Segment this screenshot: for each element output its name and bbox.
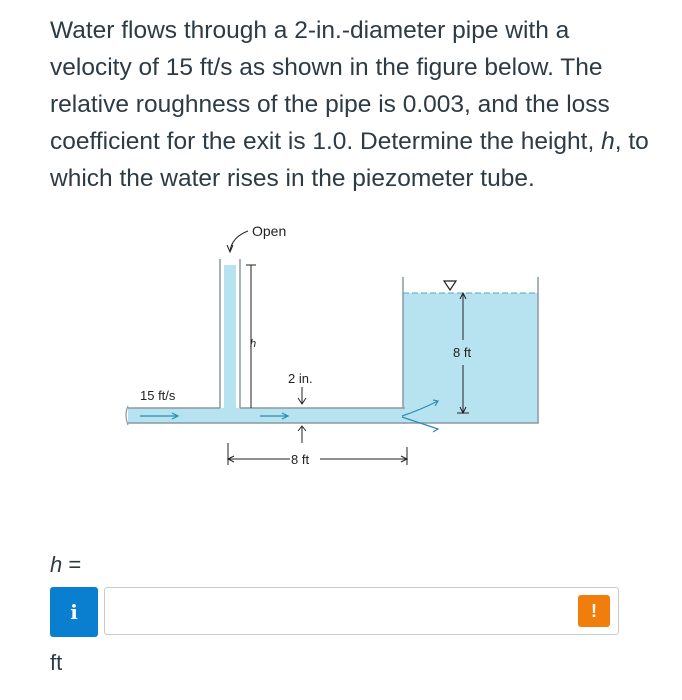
open-label: Open xyxy=(252,223,287,239)
pipe-inlet-break xyxy=(126,406,128,425)
answer-input[interactable] xyxy=(104,587,619,635)
question-variable: h xyxy=(601,128,615,155)
answer-label xyxy=(50,552,81,578)
diameter-arrow-icon xyxy=(298,387,306,404)
depth-label: 8 ft xyxy=(453,345,472,360)
info-button[interactable] xyxy=(50,587,98,637)
unit-label: ft xyxy=(50,650,63,675)
question-part-1: Water flows through a 2-in.-diameter pipe with a velocity of 15 ft/s as shown in the figure below. The relative roughness of the pipe is 0.003, and the loss coefficient for the exit is 1.0. Determine the height, xyxy=(50,17,610,155)
question-part-2: , to which the water rises in the piezometer tube. xyxy=(50,128,649,192)
info-icon: i xyxy=(70,600,78,624)
warning-icon: ! xyxy=(591,600,597,621)
question-text xyxy=(50,12,650,197)
free-surface-icon xyxy=(444,281,456,290)
h-label: h xyxy=(250,338,257,350)
open-arrow-icon xyxy=(230,231,248,251)
answer-variable: h xyxy=(50,552,63,577)
warning-badge xyxy=(578,595,610,627)
length-dimension-line xyxy=(228,426,407,465)
h-dimension-line xyxy=(246,265,256,408)
length-label: 8 ft xyxy=(291,452,310,467)
answer-equals: = xyxy=(62,552,82,577)
velocity-label: 15 ft/s xyxy=(140,388,176,403)
piezometer-water xyxy=(224,265,236,410)
diameter-label: 2 in. xyxy=(288,371,313,386)
pipe-figure xyxy=(120,215,550,475)
